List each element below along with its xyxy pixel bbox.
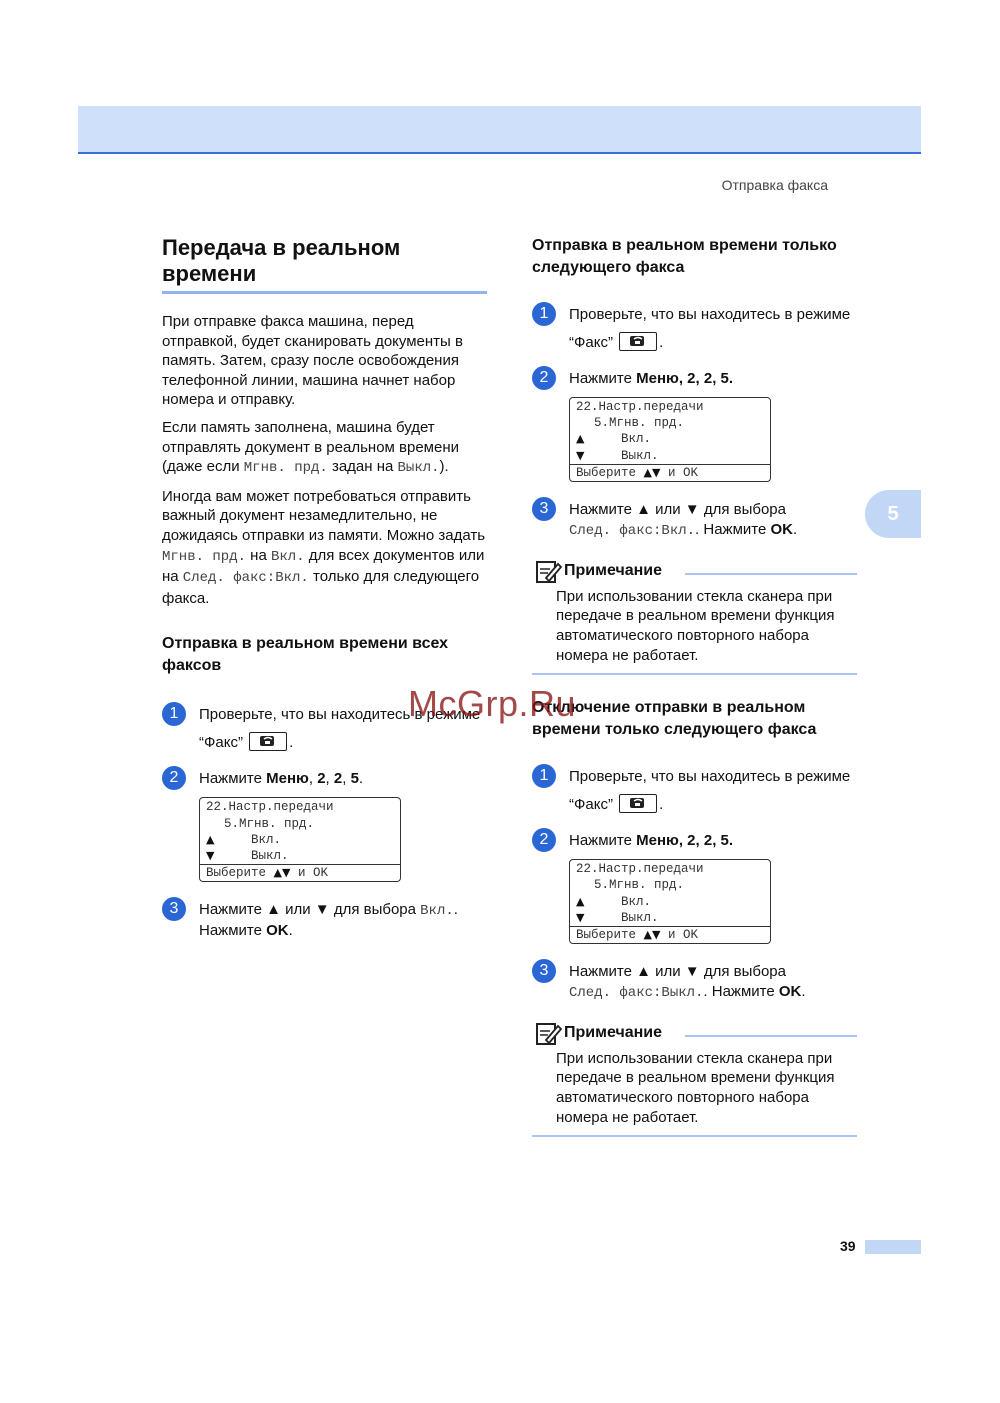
lcd-option-text: Вкл.	[621, 894, 652, 909]
lcd-footer	[570, 926, 770, 943]
step-text: . Нажмите	[703, 982, 779, 1000]
down-arrow-icon: ▼	[576, 448, 585, 462]
sep: ,	[325, 770, 334, 788]
step-text: .	[792, 520, 798, 538]
step-number: 2	[532, 828, 556, 852]
note-box	[532, 561, 857, 675]
lcd-option-text: Выкл.	[621, 448, 659, 463]
ok-key: OK	[770, 520, 793, 538]
lcd-text: Выкл.	[397, 460, 440, 477]
lcd-display	[569, 859, 771, 944]
step-number: 3	[532, 497, 556, 521]
up-arrow-icon: ▲	[576, 894, 585, 908]
note-text: При использовании стекла сканера при передаче в реальном времени функция автоматического повторного набора номера не работает.	[556, 1049, 835, 1126]
key: 2	[317, 770, 326, 788]
step-2	[532, 369, 857, 389]
menu-key: Меню	[636, 370, 679, 387]
note-pencil-icon	[534, 558, 562, 591]
step-2	[162, 769, 487, 789]
lcd-footer-ok: и OK	[667, 927, 698, 942]
left-column	[162, 235, 487, 941]
lcd-option	[570, 431, 770, 447]
lcd-footer-text: Выберите	[576, 465, 637, 480]
step-1: 1 Проверьте, что вы находитесь в режиме “Факс” .	[532, 301, 857, 357]
lcd-text: След. факс:Вкл.	[182, 570, 309, 587]
step-3	[532, 500, 857, 541]
step-3	[162, 900, 487, 941]
lcd-line: 5.Мгнв. прд.	[594, 416, 685, 431]
lcd-line: 5.Мгнв. прд.	[594, 878, 685, 893]
lcd-footer	[570, 464, 770, 481]
sep: ,	[342, 770, 351, 788]
lcd-option	[570, 894, 770, 910]
page-title: Передача в реальном времени	[162, 235, 487, 294]
note-title: Примечание	[564, 1023, 663, 1041]
right-column	[532, 235, 857, 1137]
step-number: 3	[532, 959, 556, 983]
step-text: . Нажмите	[695, 520, 771, 538]
lcd-option	[570, 910, 770, 926]
step-number: 2	[532, 366, 556, 390]
note-rule	[685, 573, 857, 575]
lcd-line: 5.Мгнв. прд.	[224, 816, 315, 831]
step-text: .	[288, 922, 293, 940]
lcd-text: След. факс:Выкл.	[569, 984, 704, 1001]
step-text: .	[801, 982, 806, 1000]
text: ).	[439, 458, 449, 476]
lcd-option-text: Вкл.	[251, 832, 282, 847]
menu-key: Меню	[636, 832, 679, 850]
sep: ,	[308, 770, 318, 788]
step-text: Проверьте, что вы находитесь в режиме “Факс”	[569, 306, 851, 351]
up-arrow-icon: ▲	[206, 832, 215, 846]
lcd-option	[200, 848, 400, 864]
step-1: 1 Проверьте, что вы находитесь в режиме “Факс” .	[162, 701, 487, 757]
step-text: Нажмите	[199, 770, 267, 788]
lcd-footer-text: Выберите	[576, 927, 637, 942]
lcd-option-text: Выкл.	[621, 910, 659, 925]
key-sequence: , 2, 2, 5.	[678, 832, 734, 850]
section-title-disable-next-fax: Отключение отправки в реальном времени только следующего факса	[532, 699, 817, 739]
page-number-row	[838, 1238, 921, 1258]
sep: .	[358, 770, 364, 788]
note-text: При использовании стекла сканера при передаче в реальном времени функция автоматического повторного набора номера не работает.	[556, 587, 835, 664]
fax-key-icon	[619, 794, 657, 813]
note-rule	[685, 1035, 857, 1037]
step-text: Нажмите	[199, 922, 267, 940]
step-text: Нажмите ▲ или ▼ для выбора	[569, 500, 786, 518]
text: задан на	[327, 458, 398, 476]
lcd-option-text: Вкл.	[621, 432, 652, 447]
note-title: Примечание	[564, 561, 663, 579]
ok-key: OK	[778, 982, 802, 1000]
step-number: 2	[162, 766, 186, 790]
lcd-line: 22.Настр.передачи	[576, 862, 704, 877]
text: для всех документов или на	[162, 546, 485, 586]
text: только для следующего факса.	[162, 568, 480, 607]
step-text: Проверьте, что вы находитесь в режиме “Факс”	[569, 768, 851, 814]
key: 2	[333, 770, 343, 788]
step-3	[532, 962, 857, 1003]
lcd-footer-ok: и OK	[667, 465, 698, 480]
memory-full-paragraph	[162, 418, 487, 479]
important-doc-paragraph	[162, 487, 487, 609]
page-number-bar	[865, 1240, 921, 1254]
arrow-keys-icon: ▲▼	[643, 465, 661, 479]
key-sequence: , 2, 2, 5.	[678, 370, 734, 387]
running-header: Отправка факса	[721, 177, 828, 193]
watermark: McGrp.Ru	[408, 683, 577, 724]
down-arrow-icon: ▼	[576, 910, 585, 924]
lcd-display	[199, 797, 401, 882]
menu-key: Меню	[266, 770, 309, 788]
step-1: 1 Проверьте, что вы находитесь в режиме “Факс” .	[532, 763, 857, 819]
step-number: 1	[532, 764, 556, 788]
lcd-option-text: Выкл.	[251, 848, 289, 863]
lcd-text: Вкл.	[420, 903, 454, 920]
chapter-tab: 5	[865, 490, 921, 538]
page-number: 39	[840, 1238, 856, 1254]
step-text: .	[453, 901, 458, 919]
step-text: Нажмите ▲ или ▼ для выбора	[199, 901, 421, 919]
step-text: Нажмите	[569, 832, 637, 850]
text: Иногда вам может потребоваться отправить важный документ незамедлительно, не дожидаясь отправки из памяти. Можно задать	[162, 487, 486, 544]
lcd-option	[570, 448, 770, 464]
lcd-option	[200, 832, 400, 848]
text: Если память заполнена, машина будет отправлять документ в реальном времени (даже если	[162, 418, 459, 476]
note-header	[532, 1023, 857, 1047]
step-2	[532, 831, 857, 851]
step-number: 1	[532, 302, 556, 326]
arrow-keys-icon: ▲▼	[273, 866, 291, 880]
text: на	[246, 546, 271, 564]
step-text: Нажмите ▲ или ▼ для выбора	[569, 962, 786, 980]
step-number: 1	[162, 702, 186, 726]
lcd-text: Мгнв. прд.	[162, 548, 247, 565]
lcd-footer-text: Выберите	[206, 866, 267, 881]
down-arrow-icon: ▼	[206, 848, 215, 862]
section-title-all-faxes: Отправка в реальном времени всех факсов	[162, 635, 449, 675]
lcd-footer	[200, 864, 400, 881]
lcd-line: 22.Настр.передачи	[576, 400, 704, 414]
lcd-line: 22.Настр.передачи	[206, 800, 334, 815]
arrow-keys-icon: ▲▼	[643, 927, 661, 941]
fax-key-icon	[619, 332, 657, 351]
lcd-text: След. факс:Вкл.	[569, 522, 696, 539]
section-title-next-fax: Отправка в реальном времени только следующего факса	[532, 237, 837, 276]
lcd-footer-ok: и OK	[297, 866, 328, 881]
header-band	[78, 106, 921, 154]
up-arrow-icon: ▲	[576, 432, 585, 446]
step-text: Проверьте, что вы находитесь в режиме “Факс”	[199, 706, 481, 752]
fax-key-icon	[249, 732, 287, 751]
intro-paragraph: При отправке факса машина, перед отправкой, будет сканировать документы в память. Затем, сразу после освобождения телефонной линии, машина начнет набор номера и отправку.	[162, 313, 463, 409]
step-number: 3	[162, 897, 186, 921]
note-box	[532, 1023, 857, 1137]
key: 5	[350, 770, 359, 788]
lcd-display	[569, 397, 771, 482]
lcd-text: Мгнв. прд.	[243, 460, 328, 477]
note-pencil-icon	[534, 1020, 562, 1053]
lcd-text: Вкл.	[270, 548, 305, 565]
note-header	[532, 561, 857, 585]
step-text: Нажмите	[569, 370, 637, 387]
ok-key: OK	[266, 922, 289, 940]
